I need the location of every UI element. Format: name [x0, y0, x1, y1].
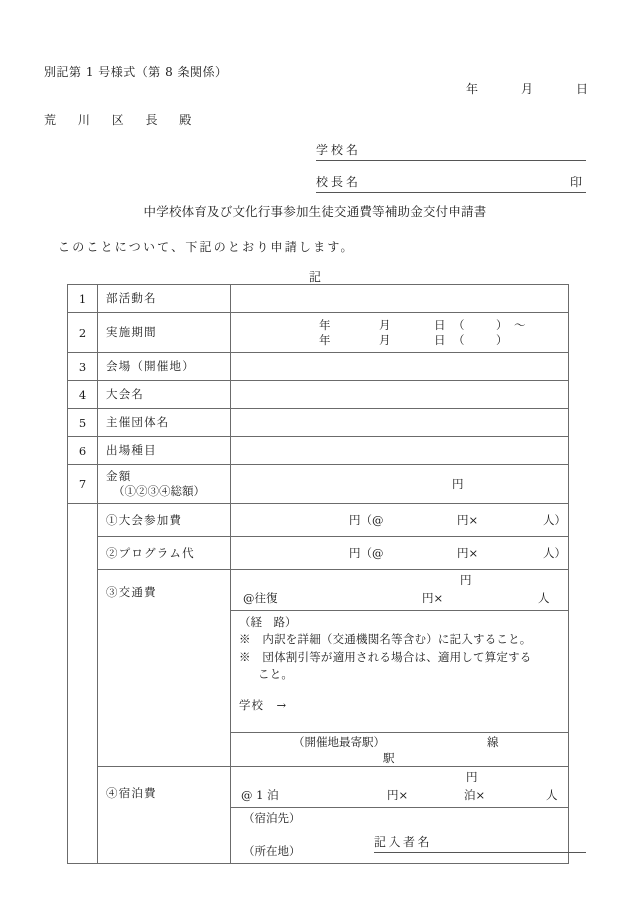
period-end-paren-open: （	[453, 333, 465, 347]
period-tilde: 〜	[514, 318, 526, 332]
table-row	[68, 353, 569, 381]
lodging-place-label: （宿泊先）	[243, 811, 301, 825]
event-name-input[interactable]	[231, 381, 569, 409]
row-label-text: 大会名	[106, 387, 145, 402]
program-fee-yen-times: 円×	[457, 546, 479, 560]
lodging-yen-times: 円×	[387, 788, 409, 802]
club-name-input[interactable]	[231, 285, 569, 313]
empty-number-cell	[68, 504, 98, 864]
row-label	[98, 570, 231, 767]
venue-input[interactable]	[231, 353, 569, 381]
transport-yen-times: 円×	[422, 591, 444, 605]
period-input[interactable]	[231, 313, 569, 353]
writer-name-field[interactable]	[374, 833, 586, 853]
row-label-text: 部活動名	[106, 291, 157, 306]
organizer-input[interactable]	[231, 409, 569, 437]
row-label	[98, 409, 231, 437]
row-number: 7	[68, 465, 98, 504]
row-number: 6	[68, 437, 98, 465]
row-label	[98, 381, 231, 409]
program-fee-row	[231, 537, 568, 569]
event-category-input[interactable]	[231, 437, 569, 465]
nearest-station-row[interactable]	[231, 732, 568, 766]
school-name-field[interactable]	[316, 140, 586, 161]
table-row	[68, 437, 569, 465]
row-label-text: ④宿泊費	[106, 786, 157, 800]
row-label	[98, 767, 231, 864]
row-label-text: 出場種目	[106, 443, 157, 458]
lodging-amount-row[interactable]	[231, 767, 568, 808]
row-label	[98, 465, 231, 504]
row-label-text: ②プログラム代	[106, 545, 195, 560]
table-row	[68, 409, 569, 437]
period-line-2	[231, 332, 568, 347]
transport-round-trip-label: @往復	[243, 591, 278, 605]
nearest-station-label: （開催地最寄駅）	[293, 735, 385, 749]
row-label-text-wrap	[98, 465, 230, 503]
table-row	[68, 504, 569, 537]
transport-note-1: ※ 内訳を詳細（交通機関名等含む）に記入すること。	[239, 632, 532, 647]
total-amount-row	[231, 465, 568, 503]
station-label: 駅	[383, 751, 395, 765]
row-label-text: ③交通費	[106, 585, 157, 599]
row-number: 4	[68, 381, 98, 409]
entry-fee-row	[231, 504, 568, 536]
lodging-per-night-label: @ 1 泊	[241, 788, 279, 802]
table-row	[68, 465, 569, 504]
row-label	[98, 353, 231, 381]
period-end-month: 月	[379, 333, 391, 347]
period-start-year: 年	[319, 318, 331, 332]
row-label	[98, 313, 231, 353]
ki-marker: 記	[308, 270, 321, 284]
period-start-day: 日	[434, 318, 446, 332]
program-fee-people: 人）	[543, 546, 566, 560]
row-label	[98, 504, 231, 537]
period-lines	[231, 313, 568, 352]
amount-sublabel: （①②③④総額）	[113, 484, 205, 498]
row-label	[98, 537, 231, 570]
date-year-label: 年	[466, 82, 479, 96]
writer-name-label: 記入者名	[374, 835, 433, 849]
total-amount-input[interactable]	[231, 465, 569, 504]
row-number: 3	[68, 353, 98, 381]
addressee-line: 荒 川 区 長 殿	[44, 113, 201, 127]
transport-note-2: ※ 団体割引等が適用される場合は、適用して算定する	[239, 649, 532, 664]
row-label	[98, 437, 231, 465]
row-label	[98, 285, 231, 313]
transport-yen-unit: 円	[460, 573, 472, 587]
lodging-people-unit: 人	[546, 788, 558, 802]
period-start-paren-close: ）	[496, 318, 508, 332]
entry-fee-input[interactable]	[231, 504, 569, 537]
principal-name-field[interactable]	[316, 172, 586, 193]
program-fee-yen-open: 円（@	[349, 546, 384, 560]
seal-mark: 印	[569, 175, 582, 189]
transport-people-unit: 人	[538, 591, 550, 605]
row-label-text: 主催団体名	[106, 415, 170, 430]
lodging-yen-unit: 円	[466, 770, 478, 784]
table-row	[68, 313, 569, 353]
principal-name-label: 校長名	[316, 175, 362, 189]
row-label-text: ①大会参加費	[106, 512, 183, 527]
transport-fee-cell	[231, 570, 569, 767]
transport-route-area[interactable]	[231, 611, 568, 732]
row-label-text: 実施期間	[106, 325, 157, 340]
row-number: 1	[68, 285, 98, 313]
date-month-label: 月	[520, 82, 533, 96]
period-line-1	[231, 317, 568, 332]
form-number: 別記第 1 号様式（第 8 条関係）	[44, 65, 228, 79]
period-end-year: 年	[319, 333, 331, 347]
period-end-paren-close: ）	[496, 333, 508, 347]
period-end-day: 日	[434, 333, 446, 347]
lodging-address-label: （所在地）	[243, 844, 301, 859]
date-entry-line	[466, 80, 588, 97]
date-day-label: 日	[575, 82, 588, 96]
school-route-start: 学校 →	[239, 698, 288, 712]
transport-amount-row[interactable]	[231, 570, 568, 611]
period-start-paren-open: （	[453, 318, 465, 332]
school-name-label: 学校名	[316, 143, 362, 157]
table-row	[68, 570, 569, 767]
row-label-text: 会場（開催地）	[106, 359, 195, 374]
intro-sentence: このことについて、下記のとおり申請します。	[58, 240, 355, 254]
lodging-nights-times: 泊×	[464, 788, 486, 802]
table-row	[68, 285, 569, 313]
railway-line-label: 線	[487, 735, 499, 749]
page-title: 中学校体育及び文化行事参加生徒交通費等補助金交付申請書	[143, 204, 487, 219]
table-row	[68, 381, 569, 409]
period-start-month: 月	[379, 318, 391, 332]
program-fee-input[interactable]	[231, 537, 569, 570]
application-table	[67, 284, 569, 864]
total-yen-unit: 円	[452, 477, 464, 491]
amount-label: 金額	[106, 469, 132, 484]
route-heading: （経 路）	[239, 615, 297, 629]
entry-fee-people: 人）	[543, 513, 566, 527]
row-number: 2	[68, 313, 98, 353]
table-row	[68, 537, 569, 570]
transport-note-2-continued: こと。	[258, 666, 294, 681]
row-number: 5	[68, 409, 98, 437]
entry-fee-yen-times: 円×	[457, 513, 479, 527]
entry-fee-yen-open: 円（@	[349, 513, 384, 527]
